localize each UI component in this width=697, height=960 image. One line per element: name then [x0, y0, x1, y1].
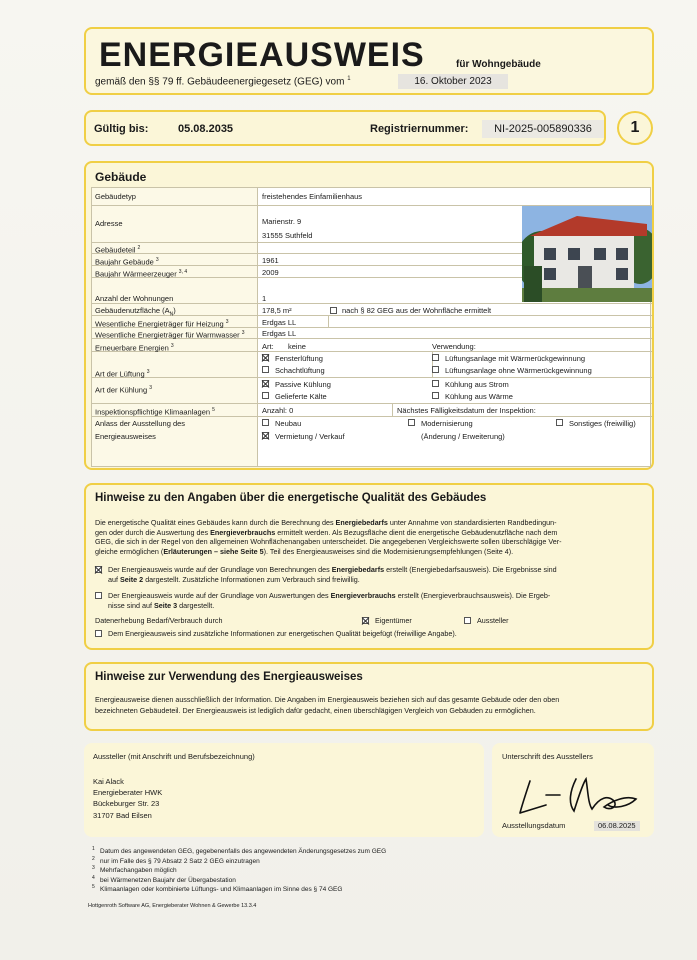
consumption-certificate-text: Der Energieausweis wurde auf der Grundlage von Auswertungen des Energieverbrauchs erstellt (Energieverbrauchsausweis). Die Ergeb- nisse sind auf Seite 3 dargestellt.	[108, 591, 551, 610]
issuer-label: Aussteller (mit Anschrift und Berufsbezeichnung)	[93, 752, 255, 761]
units-value: 1	[262, 294, 267, 303]
issue-date-value: 06.08.2025	[594, 821, 640, 831]
ventilation-shaft-label: Schachtlüftung	[275, 366, 325, 375]
ventilation-label: Art der Lüftung $^3$	[95, 369, 150, 379]
law-date: 16. Oktober 2023	[398, 74, 508, 89]
quality-notes-panel	[84, 483, 654, 650]
reason-new-checkbox[interactable]	[262, 419, 269, 426]
header-panel	[84, 27, 654, 95]
document-title: ENERGIEAUSWEIS	[99, 36, 425, 74]
renewables-use-label: Verwendung:	[432, 342, 476, 351]
ventilation-with-recovery-label: Lüftungsanlage mit Wärmerückgewinnung	[445, 354, 586, 363]
house-photo	[522, 206, 652, 302]
cooling-delivered-checkbox[interactable]	[262, 392, 269, 399]
cooling-delivered-label: Gelieferte Kälte	[275, 392, 327, 401]
year-value: 1961	[262, 256, 279, 265]
footnotes	[92, 846, 386, 894]
issuer-street: Bückeburger Str. 23	[93, 799, 160, 808]
inspection-label: Inspektionspflichtige Klimaanlagen $^5$	[95, 407, 215, 417]
cooling-label: Art der Kühlung $^3$	[95, 385, 152, 395]
cooling-passive-checkbox[interactable]	[262, 380, 269, 387]
ventilation-without-recovery-checkbox[interactable]	[432, 366, 439, 373]
renewables-type-value: keine	[288, 342, 306, 351]
additional-info-label: Dem Energieausweis sind zusätzliche Informationen zur energetischen Qualität beigefügt (freiwillige Angabe).	[108, 629, 457, 638]
reason-label-1: Anlass der Ausstellung des	[95, 419, 186, 428]
heating-carrier-value: Erdgas LL	[262, 318, 297, 327]
ventilation-with-recovery-checkbox[interactable]	[432, 354, 439, 361]
generator-year-label: Baujahr Wärmeerzeuger $^{3, 4}$	[95, 269, 188, 279]
type-value: freistehendes Einfamilienhaus	[262, 192, 363, 201]
cooling-heat-checkbox[interactable]	[432, 392, 439, 399]
building-section-title: Gebäude	[95, 170, 147, 184]
reason-label-2: Energieausweises	[95, 432, 156, 441]
reason-other-label: Sonstiges (freiwillig)	[569, 419, 636, 428]
units-label: Anzahl der Wohnungen	[95, 294, 174, 303]
additional-info-checkbox[interactable]	[95, 630, 102, 637]
inspection-count: Anzahl: 0	[262, 406, 294, 415]
ventilation-window-label: Fensterlüftung	[275, 354, 323, 363]
water-carrier-label: Wesentliche Energieträger für Warmwasser $^3$	[95, 330, 245, 340]
building-type-subtitle: für Wohngebäude	[456, 59, 541, 70]
year-label: Baujahr Gebäude $^3$	[95, 257, 159, 267]
reason-new-label: Neubau	[275, 419, 302, 428]
data-issuer-label: Aussteller	[477, 616, 509, 625]
address-line1: Marienstr. 9	[262, 217, 302, 226]
issuer-city: 31707 Bad Eilsen	[93, 811, 152, 820]
page-number-badge: 1	[617, 111, 653, 145]
usage-notes-line2: bezeichneten Gebäudeteil. Der Energieausweis ist lediglich dafür gedacht, einen überschlägigen Vergleich von Gebäuden zu ermöglichen.	[95, 706, 536, 715]
valid-until-date: 05.08.2035	[178, 123, 234, 135]
data-issuer-checkbox[interactable]	[464, 617, 471, 624]
issuer-title: Energieberater HWK	[93, 788, 163, 797]
issuer-name: Kai Alack	[93, 777, 124, 786]
signature-panel	[492, 743, 654, 837]
valid-until-label: Gültig bis:	[94, 123, 149, 135]
ventilation-shaft-checkbox[interactable]	[262, 366, 269, 373]
renewables-label: Erneuerbare Energien $^3$	[95, 343, 174, 353]
validity-panel	[84, 110, 606, 146]
water-carrier-value: Erdgas LL	[262, 329, 297, 338]
law-reference: gemäß den §§ 79 ff. Gebäudeenergiegesetz (GEG) vom $^1$	[95, 76, 351, 88]
address-label: Adresse	[95, 219, 123, 228]
consumption-certificate-checkbox[interactable]	[95, 592, 102, 599]
footnote: $^4$ bei Wärmenetzen Baujahr der Übergabestation	[92, 874, 236, 884]
cooling-passive-label: Passive Kühlung	[275, 380, 331, 389]
reason-rent-sale-checkbox[interactable]	[262, 432, 269, 439]
building-table	[91, 187, 651, 467]
ventilation-without-recovery-label: Lüftungsanlage ohne Wärmerückgewinnung	[445, 366, 592, 375]
type-label: Gebäudetyp	[95, 192, 136, 201]
data-collection-label: Datenerhebung Bedarf/Verbrauch durch	[95, 616, 223, 625]
inspection-next-label: Nächstes Fälligkeitsdatum der Inspektion:	[397, 406, 536, 415]
reason-modernisation-label: Modernisierung	[421, 419, 473, 428]
area-label: Gebäudenutzfläche $(A_N)$	[95, 306, 176, 318]
issue-date-label: Ausstellungsdatum	[502, 821, 566, 830]
address-line2: 31555 Suthfeld	[262, 231, 313, 240]
reason-modernisation-sub: (Änderung / Erweiterung)	[421, 432, 505, 441]
ventilation-window-checkbox[interactable]	[262, 354, 269, 361]
usage-notes-line1: Energieausweise dienen ausschließlich der Information. Die Angaben im Energieausweis beziehen sich auf das gesamte Gebäude oder den oben	[95, 695, 560, 704]
footnote: $^3$ Mehrfachangaben möglich	[92, 865, 177, 875]
building-panel	[84, 161, 654, 470]
cooling-electric-checkbox[interactable]	[432, 380, 439, 387]
footnote: $^2$ nur im Falle des § 79 Absatz 2 Satz 2 GEG einzutragen	[92, 855, 260, 865]
cooling-electric-label: Kühlung aus Strom	[445, 380, 509, 389]
issuer-panel	[84, 743, 484, 837]
reason-modernisation-checkbox[interactable]	[408, 419, 415, 426]
demand-certificate-text: Der Energieausweis wurde auf der Grundlage von Berechnungen des Energiebedarfs erstellt (Energiebedarfsausweis). Die Ergebnisse sind auf Seite 2 dargestellt. Zusätzliche Informationen zum Verbrauch sind freiwillig.	[108, 565, 557, 584]
usage-notes-panel	[84, 662, 654, 731]
software-credit: Hottgenroth Software AG, Energieberater Wohnen & Gewerbe 13.3.4	[88, 903, 257, 909]
usage-notes-title: Hinweise zur Verwendung des Energieausweises	[95, 671, 363, 683]
reason-rent-sale-label: Vermietung / Verkauf	[275, 432, 345, 441]
quality-notes-title: Hinweise zu den Angaben über die energetische Qualität des Gebäudes	[95, 492, 487, 504]
signature-image	[516, 771, 646, 815]
data-owner-checkbox[interactable]	[362, 617, 369, 624]
quality-notes-paragraph: Die energetische Qualität eines Gebäudes kann durch die Berechnung des Energiebedarfs unter Annahme von standardisierten Randbedingun- gen oder durch die Auswertung des Energieverbrauchs ermittelt werden. Als Bezugsfläche dient die energetische Gebäudenutzfläche nach dem GEG, die sich in der Regel von den allgemeinen Wohnflächenangaben unterscheidet. Die angegebenen Vergleichswerte sollen überschlägige Ver- gleiche ermöglichen (Erläuterungen – siehe Seite 5). Teil des Energieausweises sind die Modernisierungsempfehlungen (Seite 4).	[95, 518, 562, 556]
footnote: $^1$ Datum des angewendeten GEG, gegebenenfalls des angewendeten Änderungsgesetzes zum GEG	[92, 846, 387, 856]
data-owner-label: Eigentümer	[375, 616, 412, 625]
renewables-type-label: Art:	[262, 342, 274, 351]
cooling-heat-label: Kühlung aus Wärme	[445, 392, 513, 401]
area-value: 178,5 m²	[262, 306, 292, 315]
area-option-label: nach § 82 GEG aus der Wohnfläche ermittelt	[342, 306, 492, 315]
footnote: $^5$ Klimaanlagen oder kombinierte Lüftungs- und Klimaanlagen im Sinne des § 74 GEG	[92, 884, 343, 894]
area-option-checkbox[interactable]	[330, 307, 337, 314]
reason-other-checkbox[interactable]	[556, 419, 563, 426]
signature-label: Unterschrift des Ausstellers	[502, 752, 593, 761]
generator-year-value: 2009	[262, 268, 279, 277]
registration-number: NI-2025-005890336	[482, 120, 604, 138]
demand-certificate-checkbox[interactable]	[95, 566, 102, 573]
heating-carrier-label: Wesentliche Energieträger für Heizung $^3$	[95, 319, 229, 329]
registration-label: Registriernummer:	[370, 123, 469, 135]
building-part-label: Gebäudeteil $^2$	[95, 245, 141, 255]
